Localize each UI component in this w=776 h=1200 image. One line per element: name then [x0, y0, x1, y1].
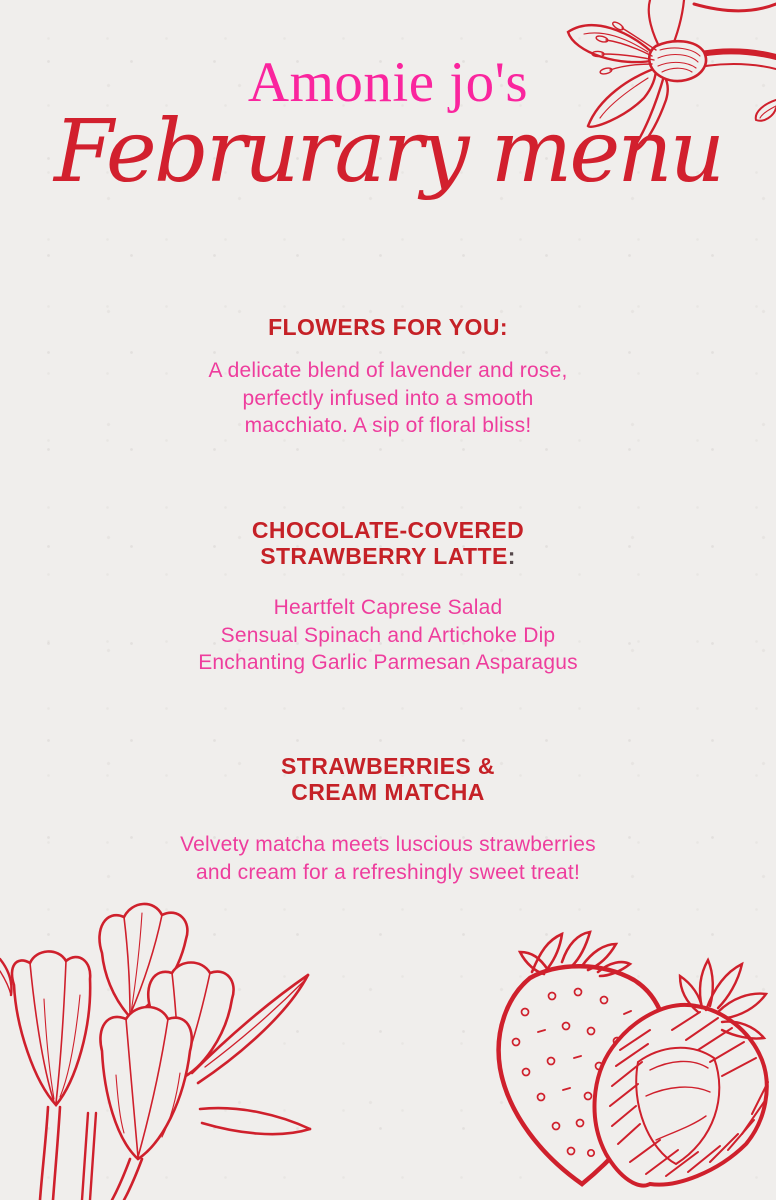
body-line: macchiato. A sip of floral bliss! [244, 414, 532, 437]
body-line: and cream for a refreshingly sweet treat! [195, 860, 581, 884]
body-line: Heartfelt Caprese Salad [273, 596, 503, 619]
section-description-chocolate-covered-strawberry-latte [0, 594, 776, 677]
strawberries-icon [470, 900, 776, 1200]
body-line: Sensual Spinach and Artichoke Dip [220, 623, 556, 647]
section-heading-line: STRAWBERRY LATTE: [260, 543, 516, 569]
section-heading-chocolate-covered-strawberry-latte [0, 517, 776, 569]
section-heading-line: FLOWERS FOR YOU: [268, 314, 508, 340]
body-line: Velvety matcha meets luscious strawberries [180, 833, 596, 856]
section-heading-line: CREAM MATCHA [291, 779, 485, 805]
section-heading-strawberries-cream-matcha [0, 753, 776, 805]
section-description-strawberries-cream-matcha [0, 831, 776, 886]
section-heading-line: CHOCOLATE-COVERED [251, 517, 525, 543]
brand-name: Amonie jo's [247, 51, 529, 114]
page-title: Februrary menu [53, 102, 723, 202]
section-heading-flowers-for-you [0, 314, 776, 340]
heading-colon: : [507, 543, 516, 569]
body-line: A delicate blend of lavender and rose, [208, 359, 568, 382]
section-description-flowers-for-you [0, 357, 776, 440]
tulip-bouquet-icon [0, 875, 312, 1200]
body-line: Enchanting Garlic Parmesan Asparagus [198, 651, 578, 674]
section-heading-line: STRAWBERRIES & [281, 753, 495, 779]
body-line: perfectly infused into a smooth [242, 386, 534, 410]
